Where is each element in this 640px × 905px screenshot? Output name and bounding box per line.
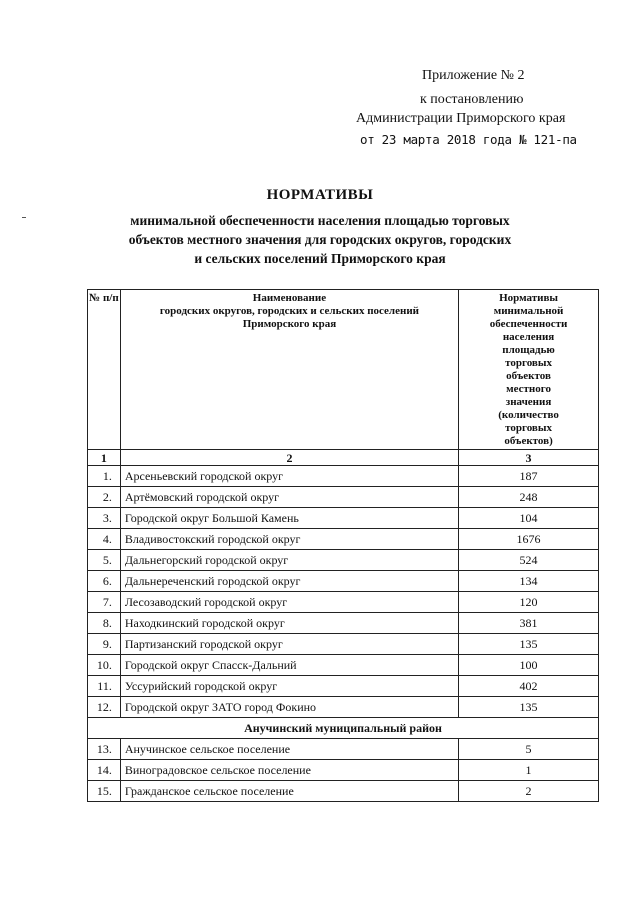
row-value: 2 bbox=[459, 781, 599, 802]
row-name: Владивостокский городской округ bbox=[120, 529, 458, 550]
header-norms-line: торговых bbox=[505, 357, 552, 369]
row-name: Уссурийский городской округ bbox=[120, 676, 458, 697]
row-name: Лесозаводский городской округ bbox=[120, 592, 458, 613]
row-name: Городской округ ЗАТО город Фокино bbox=[120, 697, 458, 718]
row-name: Находкинский городской округ bbox=[120, 613, 458, 634]
row-value: 134 bbox=[459, 571, 599, 592]
column-number: 2 bbox=[120, 450, 458, 466]
table-row bbox=[88, 739, 599, 760]
table-row bbox=[88, 676, 599, 697]
row-number: 3. bbox=[88, 508, 121, 529]
row-number: 11. bbox=[88, 676, 121, 697]
header-norms-line: минимальной bbox=[493, 305, 564, 317]
table-row bbox=[88, 487, 599, 508]
table-row bbox=[88, 529, 599, 550]
row-value: 248 bbox=[459, 487, 599, 508]
table-row bbox=[88, 697, 599, 718]
appendix-line-3: Администрации Приморского края bbox=[356, 111, 566, 126]
table-row bbox=[88, 781, 599, 802]
row-name: Городской округ Большой Камень bbox=[120, 508, 458, 529]
table-row bbox=[88, 592, 599, 613]
header-norms-line: населения bbox=[502, 331, 555, 343]
row-value: 104 bbox=[459, 508, 599, 529]
header-name bbox=[120, 290, 458, 450]
row-name: Партизанский городской округ bbox=[120, 634, 458, 655]
row-value: 120 bbox=[459, 592, 599, 613]
row-number: 1. bbox=[88, 466, 121, 487]
appendix-title: Приложение № 2 bbox=[422, 68, 525, 83]
row-value: 5 bbox=[459, 739, 599, 760]
row-number: 8. bbox=[88, 613, 121, 634]
row-value: 187 bbox=[459, 466, 599, 487]
header-norms-line: обеспеченности bbox=[489, 318, 568, 330]
header-norms-line: объектов) bbox=[504, 435, 553, 447]
row-value: 381 bbox=[459, 613, 599, 634]
section-row bbox=[88, 718, 599, 739]
header-norms bbox=[459, 290, 599, 450]
row-name: Гражданское сельское поселение bbox=[120, 781, 458, 802]
row-value: 1 bbox=[459, 760, 599, 781]
scan-mark bbox=[22, 217, 26, 218]
row-number: 12. bbox=[88, 697, 121, 718]
table-row bbox=[88, 613, 599, 634]
column-number: 1 bbox=[88, 450, 121, 466]
row-number: 2. bbox=[88, 487, 121, 508]
table-row bbox=[88, 466, 599, 487]
row-number: 7. bbox=[88, 592, 121, 613]
norms-table bbox=[87, 289, 599, 802]
row-value: 1676 bbox=[459, 529, 599, 550]
document-title: НОРМАТИВЫ bbox=[266, 187, 374, 203]
subtitle-line-2: объектов местного значения для городских округов, городских bbox=[128, 232, 512, 247]
row-number: 4. bbox=[88, 529, 121, 550]
subtitle-line-1: минимальной обеспеченности населения площадью торговых bbox=[130, 213, 510, 228]
header-norms-line: Нормативы bbox=[499, 292, 558, 304]
row-value: 524 bbox=[459, 550, 599, 571]
header-name-line: Наименование bbox=[252, 292, 327, 304]
column-number: 3 bbox=[459, 450, 599, 466]
row-name: Дальнереченский городской округ bbox=[120, 571, 458, 592]
table-row bbox=[88, 655, 599, 676]
row-value: 135 bbox=[459, 634, 599, 655]
row-value: 100 bbox=[459, 655, 599, 676]
column-numbers-row bbox=[88, 450, 599, 466]
header-norms-line: (количество bbox=[498, 409, 559, 421]
table-row bbox=[88, 760, 599, 781]
header-name-line: городских округов, городских и сельских поселений bbox=[159, 305, 419, 317]
header-norms-line: площадью bbox=[502, 344, 555, 356]
table-row bbox=[88, 550, 599, 571]
row-name: Городской округ Спасск-Дальний bbox=[120, 655, 458, 676]
row-number: 6. bbox=[88, 571, 121, 592]
table-row bbox=[88, 508, 599, 529]
table-header-row bbox=[88, 290, 599, 450]
appendix-line-4: от 23 марта 2018 года № 121-па bbox=[360, 132, 577, 147]
row-name: Артёмовский городской округ bbox=[120, 487, 458, 508]
row-number: 9. bbox=[88, 634, 121, 655]
header-number: № п/п bbox=[88, 290, 121, 450]
section-title: Анучинский муниципальный район bbox=[88, 718, 599, 739]
header-norms-line: местного bbox=[506, 383, 551, 395]
header-name-line: Приморского края bbox=[242, 318, 337, 330]
appendix-line-2: к постановлению bbox=[420, 92, 524, 107]
header-norms-line: торговых bbox=[505, 422, 552, 434]
row-name: Дальнегорский городской округ bbox=[120, 550, 458, 571]
row-name: Анучинское сельское поселение bbox=[120, 739, 458, 760]
subtitle-line-3: и сельских поселений Приморского края bbox=[194, 251, 446, 266]
row-number: 13. bbox=[88, 739, 121, 760]
row-name: Арсеньевский городской округ bbox=[120, 466, 458, 487]
row-value: 402 bbox=[459, 676, 599, 697]
table-row bbox=[88, 634, 599, 655]
row-value: 135 bbox=[459, 697, 599, 718]
header-norms-line: значения bbox=[505, 396, 552, 408]
header-norms-line: объектов bbox=[506, 370, 551, 382]
row-number: 15. bbox=[88, 781, 121, 802]
row-number: 5. bbox=[88, 550, 121, 571]
row-number: 14. bbox=[88, 760, 121, 781]
table-row bbox=[88, 571, 599, 592]
document-subtitle bbox=[100, 211, 540, 268]
row-number: 10. bbox=[88, 655, 121, 676]
row-name: Виноградовское сельское поселение bbox=[120, 760, 458, 781]
